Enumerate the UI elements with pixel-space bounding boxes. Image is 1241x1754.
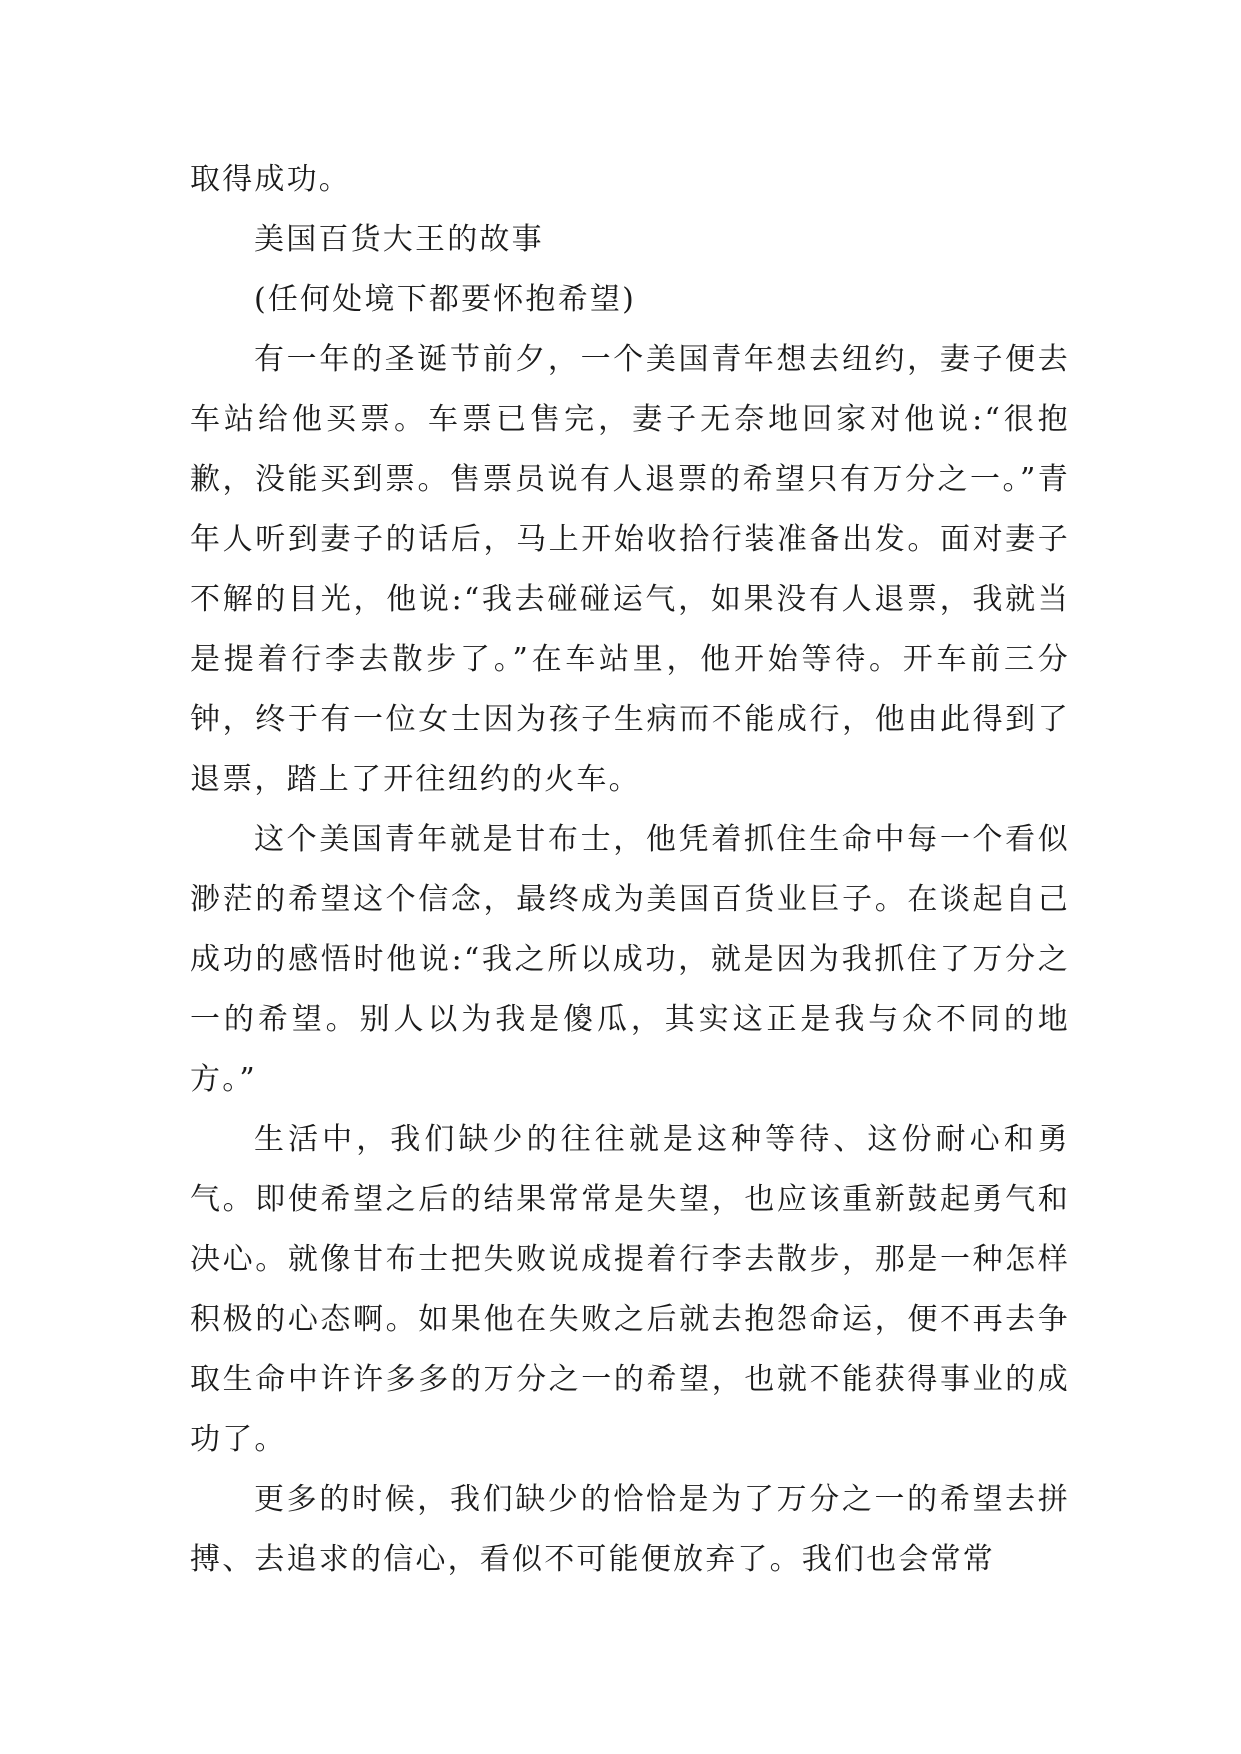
body-paragraph: 更多的时候，我们缺少的恰恰是为了万分之一的希望去拼搏、去追求的信心，看似不可能便放弃了。我们也会常常 — [190, 1482, 1070, 1577]
body-paragraph: 这个美国青年就是甘布士，他凭着抓住生命中每一个看似渺茫的希望这个信念，最终成为美国百货业巨子。在谈起自己成功的感悟时他说:“我之所以成功，就是因为我抓住了万分之一的希望。别人以为我是傻瓜，其实这正是我与众不同的地方。” — [190, 822, 1070, 1097]
story-subtitle: (任何处境下都要怀抱希望) — [254, 282, 637, 317]
body-paragraph: 生活中，我们缺少的往往就是这种等待、这份耐心和勇气。即使希望之后的结果常常是失望，也应该重新鼓起勇气和决心。就像甘布士把失败说成提着行李去散步，那是一种怎样积极的心态啊。如果他在失败之后就去抱怨命运，便不再去争取生命中许许多多的万分之一的希望，也就不能获得事业的成功了。 — [190, 1122, 1070, 1457]
paragraph-continuation: 取得成功。 — [190, 162, 351, 197]
story-title: 美国百货大王的故事 — [254, 222, 544, 257]
document-page — [190, 150, 1070, 1590]
body-paragraph: 有一年的圣诞节前夕，一个美国青年想去纽约，妻子便去车站给他买票。车票已售完，妻子无奈地回家对他说:“很抱歉，没能买到票。售票员说有人退票的希望只有万分之一。”青年人听到妻子的话后，马上开始收拾行装准备出发。面对妻子不解的目光，他说:“我去碰碰运气，如果没有人退票，我就当是提着行李去散步了。”在车站里，他开始等待。开车前三分钟，终于有一位女士因为孩子生病而不能成行，他由此得到了退票，踏上了开往纽约的火车。 — [190, 342, 1070, 797]
